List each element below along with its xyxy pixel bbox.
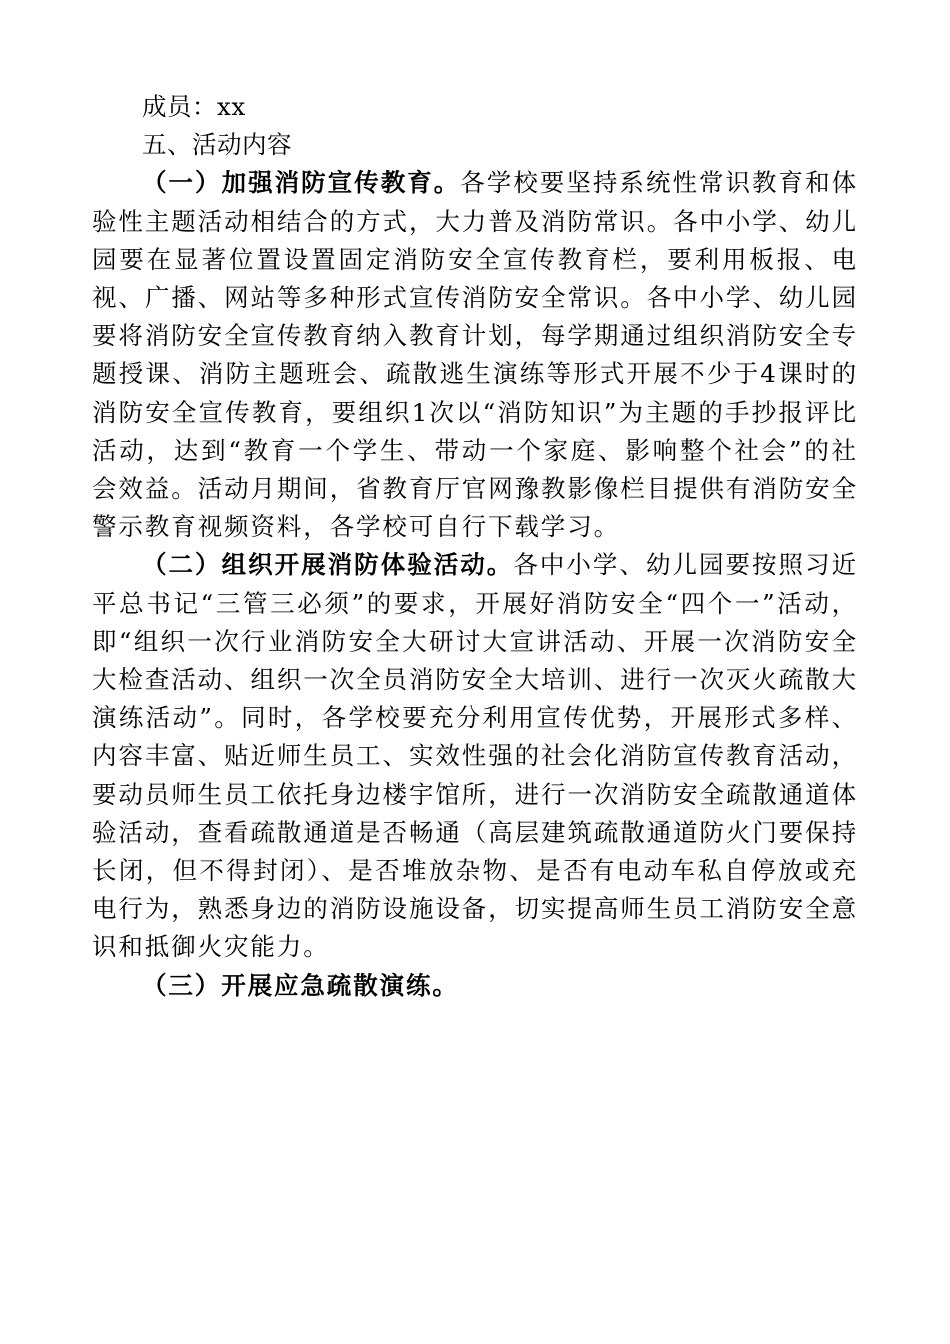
document-page	[92, 88, 858, 1005]
paragraph-evacuation-drill	[92, 967, 858, 1005]
paragraph-body: 各学校要坚持系统性常识教育和体验性主题活动相结合的方式，大力普及消防常识。各中小学、幼儿园要在显著位置设置固定消防安全宣传教育栏，要利用板报、电视、广播、网站等多种形式宣传消防安全常识。各中小学、幼儿园要将消防安全宣传教育纳入教育计划，每学期通过组织消防安全专题授课、消防主题班会、疏散逃生演练等形式开展不少于4课时的消防安全宣传教育，要组织1次以“消防知识”为主题的手抄报评比活动，达到“教育一个学生、带动一个家庭、影响整个社会”的社会效益。活动月期间，省教育厅官网豫教影像栏目提供有消防安全警示教育视频资料，各学校可自行下载学习。	[92, 168, 858, 542]
paragraph-body: 各中小学、幼儿园要按照习近平总书记“三管三必须”的要求，开展好消防安全“四个一”活动，即“组织一次行业消防安全大研讨大宣讲活动、开展一次消防安全大检查活动、组织一次全员消防安全大培训、进行一次灭火疏散大演练活动”。同时，各学校要充分利用宣传优势，开展形式多样、内容丰富、贴近师生员工、实效性强的社会化消防宣传教育活动，要动员师生员工依托身边楼宇馆所，进行一次消防安全疏散通道体验活动，查看疏散通道是否畅通（高层建筑疏散通道防火门要保持长闭，但不得封闭）、是否堆放杂物、是否有电动车私自停放或充电行为，熟悉身边的消防设施设备，切实提高师生员工消防安全意识和抵御火灾能力。	[92, 550, 858, 962]
paragraph-experience-activities	[92, 546, 858, 966]
paragraph-lead: （一）加强消防宣传教育。	[142, 168, 461, 198]
paragraph-publicity-education	[92, 164, 858, 546]
paragraph-lead: （三）开展应急疏散演练。	[142, 970, 459, 1000]
members-line: 成员：xx	[142, 92, 246, 121]
paragraph-lead: （二）组织开展消防体验活动。	[142, 550, 514, 580]
section-heading: 五、活动内容	[142, 130, 292, 160]
